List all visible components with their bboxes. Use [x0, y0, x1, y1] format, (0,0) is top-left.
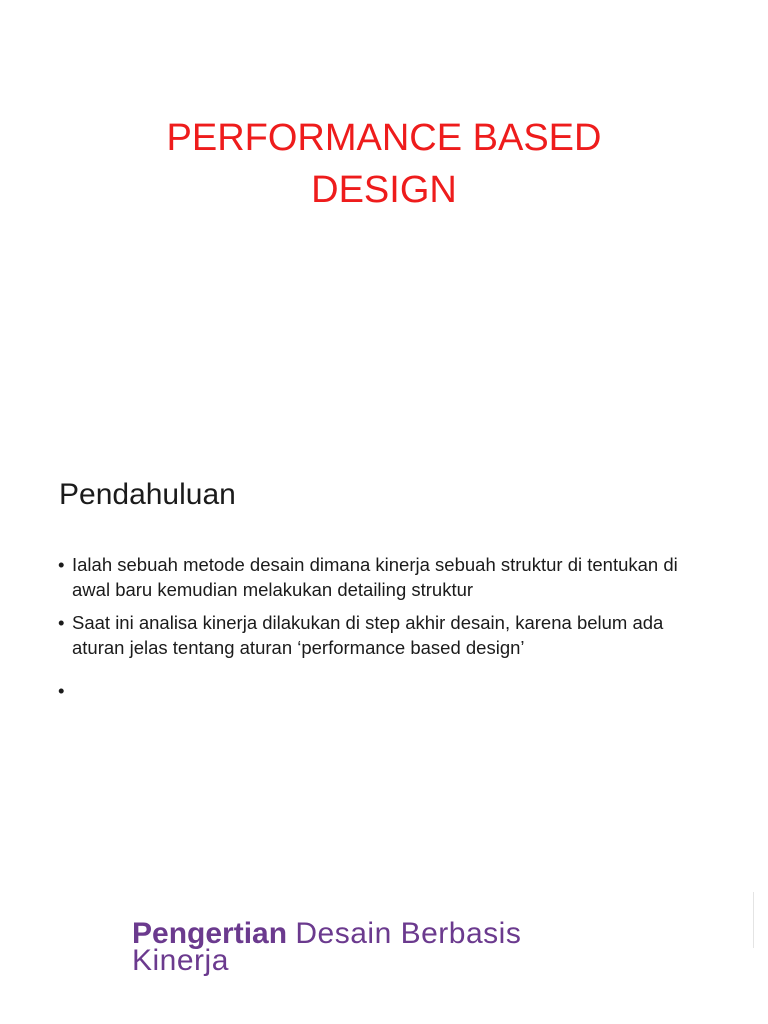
footer-logo-line-2: Kinerja	[132, 944, 229, 977]
bullet-item: • Saat ini analisa kinerja dilakukan di step akhir desain, karena belum ada aturan jelas tentang aturan ‘performance based design’	[58, 610, 718, 660]
footer-logo-banner	[132, 917, 522, 977]
slide-title	[0, 112, 768, 216]
slide-title-line-2: DESIGN	[311, 169, 457, 211]
section-heading: Pendahuluan	[59, 478, 236, 511]
footer-logo-light-text: Desain Berbasis	[295, 917, 522, 950]
bullet-item-empty	[58, 678, 718, 703]
footer-logo-bold-text: Pengertian	[132, 917, 288, 950]
footer-logo-line-1	[132, 917, 522, 950]
bullet-list	[58, 552, 718, 711]
bullet-item: • Ialah sebuah metode desain dimana kinerja sebuah struktur di tentukan di awal baru kemudian melakukan detailing struktur	[58, 552, 718, 602]
edge-divider	[753, 892, 754, 948]
slide-title-line-1: PERFORMANCE BASED	[166, 117, 602, 159]
